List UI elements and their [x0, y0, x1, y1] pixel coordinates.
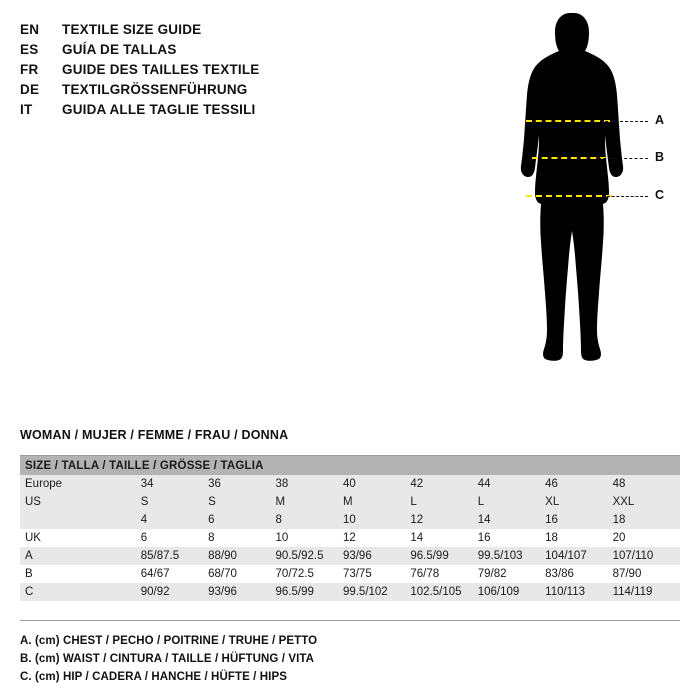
- cell: S: [208, 496, 216, 508]
- language-title-list: [20, 20, 340, 120]
- cell: 12: [342, 532, 356, 544]
- cell: 14: [410, 532, 424, 544]
- cell: 4: [140, 514, 148, 526]
- cell: 20: [612, 532, 626, 544]
- language-title: TEXTILGRÖSSENFÜHRUNG: [62, 82, 248, 97]
- cell: 102.5/105: [410, 586, 462, 598]
- measure-line-a: [470, 113, 690, 127]
- chest-dash-line: [526, 120, 610, 122]
- language-title: GUIDE DES TAILLES TEXTILE: [62, 62, 260, 77]
- cell: 104/107: [545, 550, 587, 562]
- measurement-legend: [20, 632, 680, 686]
- table-bottom-rule: [20, 620, 680, 621]
- measure-line-c: [470, 188, 690, 202]
- language-row: [20, 80, 340, 100]
- row-label: UK: [25, 532, 41, 544]
- legend-item-a: A. (cm) CHEST / PECHO / POITRINE / TRUHE / PETTO: [20, 635, 318, 647]
- cell: 38: [275, 478, 289, 490]
- measure-label-a: A: [655, 113, 665, 127]
- measure-line-b: [470, 150, 690, 164]
- cell: 90.5/92.5: [275, 550, 324, 562]
- language-code: IT: [20, 102, 33, 117]
- cell: 88/90: [208, 550, 237, 562]
- language-code: EN: [20, 22, 40, 37]
- cell: 76/78: [410, 568, 440, 580]
- cell: 73/75: [342, 568, 372, 580]
- cell: 40: [342, 478, 356, 490]
- cell: 110/113: [545, 586, 586, 598]
- cell: M: [342, 496, 353, 508]
- table-row: [20, 583, 680, 601]
- row-label: US: [25, 496, 41, 508]
- language-code: ES: [20, 42, 39, 57]
- cell: 36: [208, 478, 221, 490]
- cell: 83/86: [545, 568, 574, 580]
- chest-leader-line: [600, 121, 648, 122]
- measure-label-c: C: [655, 188, 665, 202]
- language-title: GUÍA DE TALLAS: [62, 42, 177, 57]
- cell: 10: [342, 514, 356, 526]
- cell: L: [477, 496, 485, 508]
- language-row: [20, 100, 340, 120]
- language-row: [20, 60, 340, 80]
- size-chart-table: [20, 456, 680, 601]
- cell: XXL: [612, 496, 635, 508]
- cell: 96.5/99: [410, 550, 449, 562]
- cell: 46: [545, 478, 558, 490]
- row-label: Europe: [25, 478, 63, 490]
- cell: 114/119: [612, 586, 653, 598]
- cell: 85/87.5: [140, 550, 180, 562]
- table-row: [20, 475, 680, 493]
- cell: 64/67: [140, 568, 170, 580]
- row-label: C: [25, 586, 34, 598]
- language-row: [20, 20, 340, 40]
- table-header-label: SIZE / TALLA / TAILLE / GRÖSSE / TAGLIA: [25, 459, 264, 472]
- language-code: FR: [20, 62, 39, 77]
- female-body-icon: [470, 5, 690, 430]
- cell: 48: [612, 478, 626, 490]
- cell: 8: [275, 514, 282, 526]
- cell: 10: [275, 532, 289, 544]
- table-row: [20, 565, 680, 583]
- cell: S: [140, 496, 149, 508]
- cell: 90/92: [140, 586, 170, 598]
- cell: 34: [140, 478, 154, 490]
- measure-label-b: B: [655, 150, 665, 164]
- cell: 93/96: [208, 586, 237, 598]
- cell: 18: [545, 532, 558, 544]
- language-row: [20, 40, 340, 60]
- hip-dash-line: [526, 195, 612, 197]
- language-code: DE: [20, 82, 40, 97]
- legend-item-b: B. (cm) WAIST / CINTURA / TAILLE / HÜFTUNG / VITA: [20, 653, 315, 665]
- cell: 99.5/102: [342, 586, 388, 598]
- cell: 12: [410, 514, 424, 526]
- table-header-row: [20, 456, 680, 475]
- cell: 68/70: [208, 568, 237, 580]
- legend-item-c: C. (cm) HIP / CADERA / HANCHE / HÜFTE / HIPS: [20, 671, 288, 683]
- row-label: A: [25, 550, 33, 562]
- cell: 42: [410, 478, 424, 490]
- cell: 99.5/103: [477, 550, 523, 562]
- cell: M: [275, 496, 286, 508]
- female-silhouette-figure: [470, 5, 690, 430]
- hip-leader-line: [602, 196, 648, 197]
- language-title: TEXTILE SIZE GUIDE: [62, 22, 202, 37]
- cell: 16: [545, 514, 558, 526]
- row-label: B: [25, 568, 33, 580]
- cell: 70/72.5: [275, 568, 314, 580]
- cell: 93/96: [342, 550, 372, 562]
- cell: 6: [208, 514, 215, 526]
- waist-leader-line: [598, 158, 648, 159]
- cell: 107/110: [612, 550, 654, 562]
- cell: 6: [140, 532, 148, 544]
- cell: 44: [477, 478, 491, 490]
- table-row: [20, 493, 680, 511]
- cell: 87/90: [612, 568, 642, 580]
- cell: L: [410, 496, 417, 508]
- cell: 18: [612, 514, 626, 526]
- cell: 8: [208, 532, 215, 544]
- cell: 14: [477, 514, 491, 526]
- cell: 79/82: [477, 568, 507, 580]
- cell: 106/109: [477, 586, 520, 598]
- waist-dash-line: [532, 157, 606, 159]
- cell: 16: [477, 532, 491, 544]
- table-row: [20, 511, 680, 529]
- cell: 96.5/99: [275, 586, 314, 598]
- table-caption: WOMAN / MUJER / FEMME / FRAU / DONNA: [20, 428, 289, 442]
- table-row: [20, 529, 680, 547]
- language-title: GUIDA ALLE TAGLIE TESSILI: [62, 102, 256, 117]
- cell: XL: [545, 496, 560, 508]
- table-row: [20, 547, 680, 565]
- row-label: [20, 511, 141, 529]
